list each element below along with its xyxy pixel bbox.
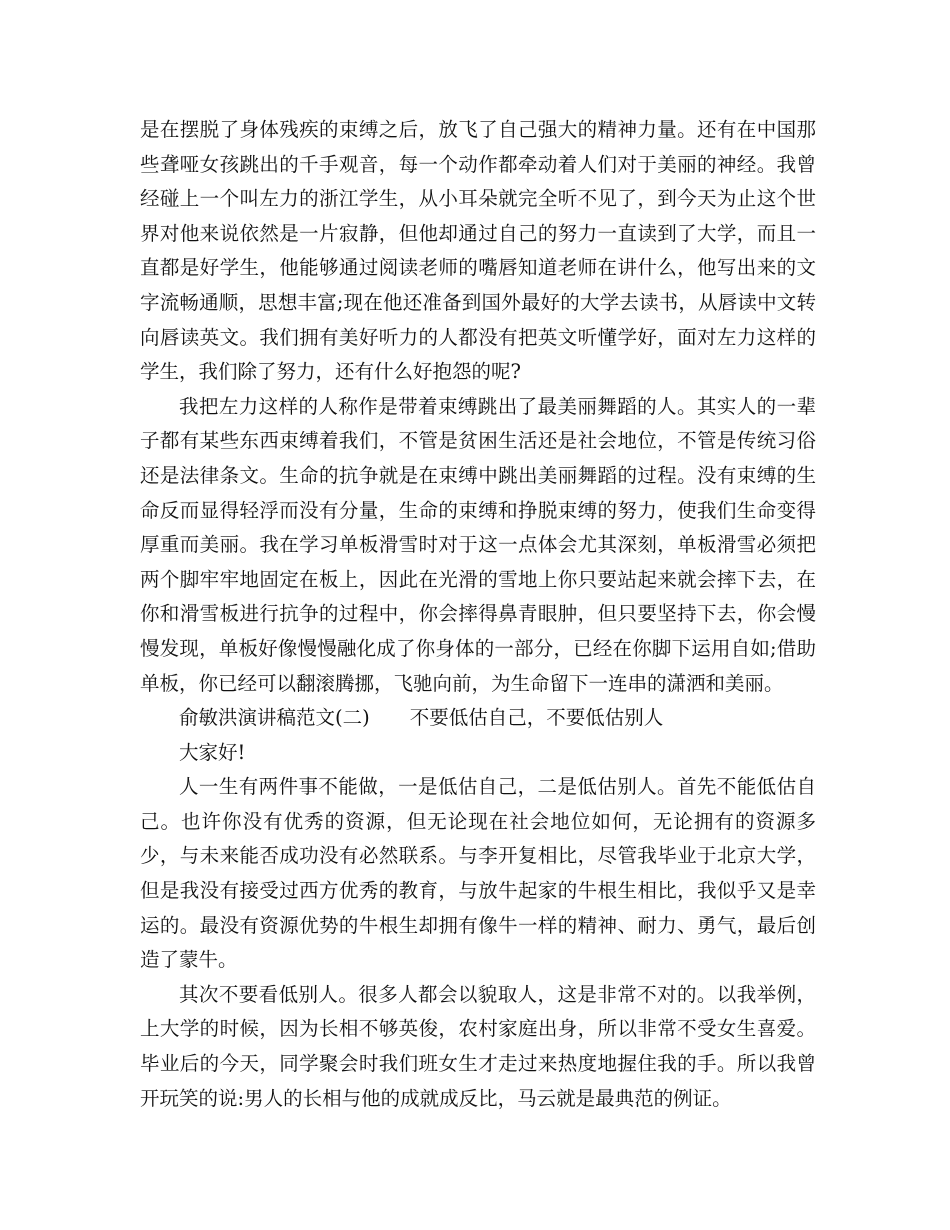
paragraph-4: 其次不要看低别人。很多人都会以貌取人，这是非常不对的。以我举例，上大学的时候，因为长相不够英俊，农村家庭出身，所以非常不受女生喜爱。毕业后的今天，同学聚会时我们班女生才走过来热度地握住我的手。所以我曾开玩笑的说:男人的长相与他的成就成反比，马云就是最典范的例证。 <box>140 982 816 1110</box>
section-heading-subtitle: 不要低估自己，不要低估别人 <box>409 706 664 730</box>
greeting: 大家好! <box>179 740 246 764</box>
paragraph-3: 人一生有两件事不能做，一是低估自己，二是低估别人。首先不能低估自己。也许你没有优秀的资源，但无论现在社会地位如何，无论拥有的资源多少，与未来能否成功没有必然联系。与李开复相比，尽管我毕业于北京大学，但是我没有接受过西方优秀的教育，与放牛起家的牛根生相比，我似乎又是幸运的。最没有资源优势的牛根生却拥有像牛一样的精神、耐力、勇气，最后创造了蒙牛。 <box>140 775 816 972</box>
section-heading-title: 俞敏洪演讲稿范文(二) <box>179 706 370 730</box>
paragraph-2: 我把左力这样的人称作是带着束缚跳出了最美丽舞蹈的人。其实人的一辈子都有某些东西束缚着我们，不管是贫困生活还是社会地位，不管是传统习俗还是法律条文。生命的抗争就是在束缚中跳出美丽舞蹈的过程。没有束缚的生命反而显得轻浮而没有分量，生命的束缚和挣脱束缚的努力，使我们生命变得厚重而美丽。我在学习单板滑雪时对于这一点体会尤其深刻，单板滑雪必须把两个脚牢牢地固定在板上，因此在光滑的雪地上你只要站起来就会摔下去，在你和滑雪板进行抗争的过程中，你会摔得鼻青眼肿，但只要坚持下去，你会慢慢发现，单板好像慢慢融化成了你身体的一部分，已经在你脚下运用自如;借助单板，你已经可以翻滚腾挪，飞驰向前，为生命留下一连串的潇洒和美丽。 <box>140 394 816 695</box>
document-page <box>140 113 816 1116</box>
paragraph-1: 是在摆脱了身体残疾的束缚之后，放飞了自己强大的精神力量。还有在中国那些聋哑女孩跳出的千手观音，每一个动作都牵动着人们对于美丽的神经。我曾经碰上一个叫左力的浙江学生，从小耳朵就完全听不见了，到今天为止这个世界对他来说依然是一片寂静，但他却通过自己的努力一直读到了大学，而且一直都是好学生，他能够通过阅读老师的嘴唇知道老师在讲什么，他写出来的文字流畅通顺，思想丰富;现在他还准备到国外最好的大学去读书，从唇读中文转向唇读英文。我们拥有美好听力的人都没有把英文听懂学好，面对左力这样的学生，我们除了努力，还有什么好抱怨的呢? <box>140 118 816 384</box>
section-heading <box>140 701 816 736</box>
